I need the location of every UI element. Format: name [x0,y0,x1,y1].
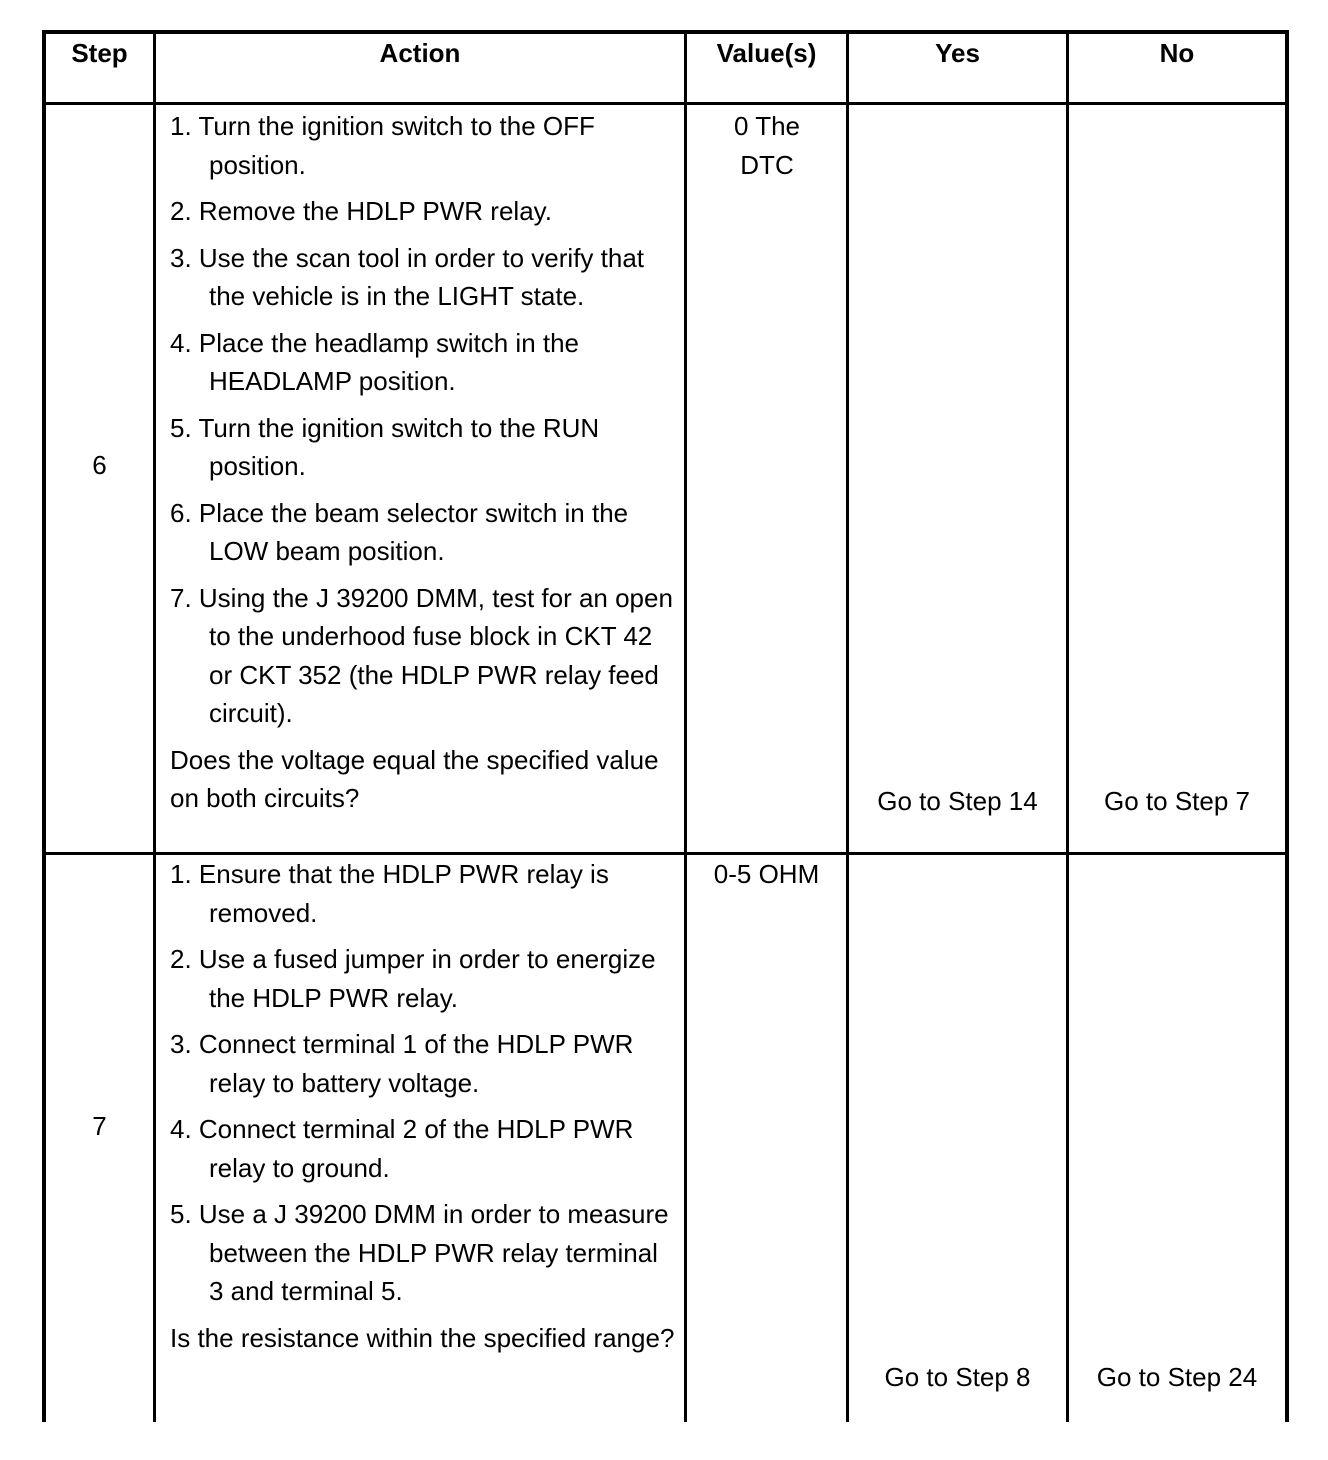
header-values: Value(s) [716,38,817,68]
action-list [170,855,675,1311]
value-cell: 0 The DTC [733,111,800,180]
action-item: 2. Remove the HDLP PWR relay. [170,196,552,226]
step-number: 6 [92,450,107,480]
column-divider-action [684,30,687,1422]
action-item: 3. Connect terminal 1 of the HDLP PWR relay to battery voltage. [170,1029,634,1098]
header-yes: Yes [935,38,980,68]
action-item: 3. Use the scan tool in order to verify that the vehicle is in the LIGHT state. [170,242,645,311]
no-result: Go to Step 7 [1104,786,1250,816]
left-border [42,30,46,1422]
value-cell: 0-5 OHM [713,859,820,889]
action-item: 5. Turn the ignition switch to the RUN position. [170,412,600,481]
column-divider-values [846,30,849,1422]
yes-result: Go to Step 8 [884,1362,1031,1392]
column-divider-yes [1066,30,1069,1422]
no-result: Go to Step 24 [1096,1362,1258,1392]
yes-result: Go to Step 14 [877,786,1038,816]
action-item: 1. Ensure that the HDLP PWR relay is removed. [170,859,609,928]
header-bottom-border [42,102,1289,105]
action-list [170,107,675,733]
action-item: 6. Place the beam selector switch in the LOW beam position. [170,497,629,566]
action-question: Does the voltage equal the specified value on both circuits? [170,744,659,813]
action-question: Is the resistance within the specified range? [170,1322,675,1353]
header-no: No [1159,38,1195,68]
action-item: 1. Turn the ignition switch to the OFF position. [170,111,595,180]
action-cell [170,855,675,1357]
action-cell [170,107,675,818]
header-step: Step [71,38,128,68]
column-divider-step [153,30,156,1422]
table-top-border [42,30,1289,34]
header-action: Action [379,38,461,68]
right-border [1285,30,1289,1422]
action-item: 4. Connect terminal 2 of the HDLP PWR relay to ground. [170,1114,634,1183]
action-item: 5. Use a J 39200 DMM in order to measure between the HDLP PWR relay terminal 3 and terminal 5. [170,1199,669,1306]
action-item: 7. Using the J 39200 DMM, test for an open to the underhood fuse block in CKT 42 or CKT 352 (the HDLP PWR relay feed circuit). [170,582,673,728]
action-item: 4. Place the headlamp switch in the HEADLAMP position. [170,327,580,396]
action-item: 2. Use a fused jumper in order to energize the HDLP PWR relay. [170,944,656,1013]
step-number: 7 [92,1111,107,1141]
